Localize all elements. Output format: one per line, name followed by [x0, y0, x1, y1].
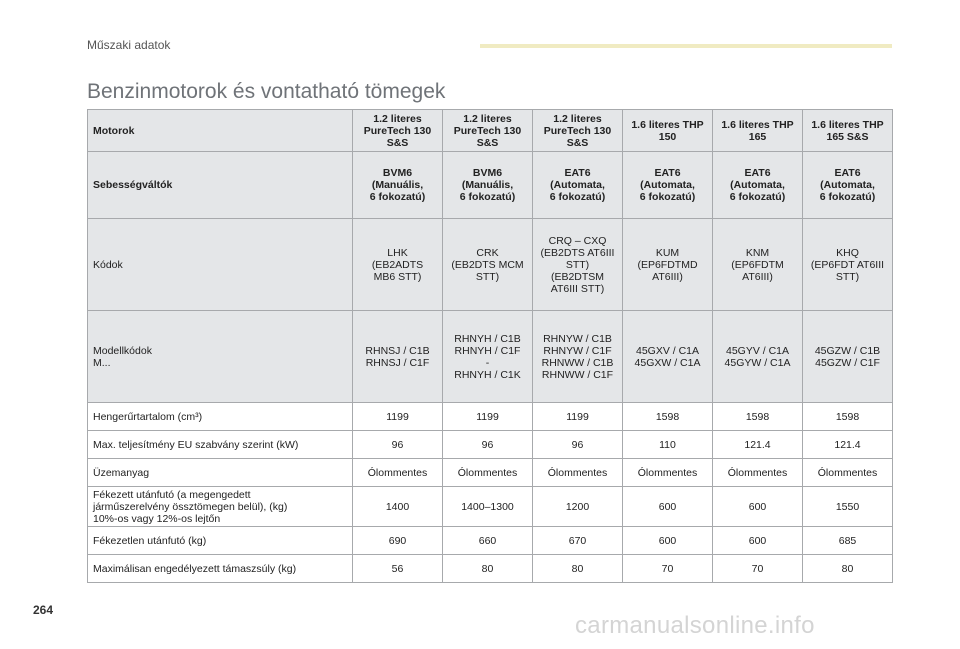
cell-line: (EB2DTS MCM	[451, 258, 524, 271]
cell-line: MB6 STT)	[373, 270, 422, 283]
cell-line: (EP6FDTM	[731, 258, 784, 271]
table-row	[88, 110, 893, 152]
cell-line: KUM	[655, 246, 680, 259]
cell-line: S&S	[476, 136, 499, 149]
table-cell	[443, 110, 533, 152]
cell-line: CRQ – CXQ	[548, 234, 607, 247]
row-label: Kódok	[88, 219, 353, 311]
cell-line: (Manuális,	[371, 179, 424, 191]
specs-table	[87, 109, 893, 583]
cell-line: (Automata,	[730, 179, 785, 191]
row-label: Motorok	[88, 110, 353, 152]
table-cell: 690	[353, 527, 443, 555]
watermark: carmanualsonline.info	[575, 612, 815, 639]
table-cell: 1400	[353, 487, 443, 527]
cell-line: 1.2 literes	[373, 112, 422, 125]
cell-line: AT6III)	[742, 270, 773, 283]
row-label-line: Fékezett utánfutó (a megengedett	[93, 488, 251, 501]
row-label: Sebességváltók	[88, 152, 353, 219]
table-cell	[623, 219, 713, 311]
table-row	[88, 219, 893, 311]
table-cell	[353, 311, 443, 403]
cell-line: 45GYW / C1A	[724, 356, 791, 369]
table-cell: 1199	[443, 403, 533, 431]
table-cell	[803, 110, 893, 152]
row-label	[88, 487, 353, 527]
table-cell: Ólommentes	[353, 459, 443, 487]
cell-line: PureTech 130	[543, 124, 612, 137]
table-cell: 1598	[803, 403, 893, 431]
cell-line: (EP6FDTMD	[637, 258, 698, 271]
table-row	[88, 311, 893, 403]
table-cell: 80	[803, 555, 893, 583]
table-cell: 70	[623, 555, 713, 583]
cell-line: (EP6FDT AT6III	[810, 258, 885, 271]
cell-line: (Automata,	[820, 179, 875, 191]
row-label: Üzemanyag	[88, 459, 353, 487]
cell-line: 1.6 literes THP	[721, 118, 794, 131]
table-cell: Ólommentes	[443, 459, 533, 487]
cell-line: 45GZW / C1B	[814, 344, 881, 357]
cell-line: 1.6 literes THP	[631, 118, 704, 131]
table-cell: Ólommentes	[803, 459, 893, 487]
table-cell	[443, 311, 533, 403]
row-label: Max. teljesítmény EU szabvány szerint (kW)	[88, 431, 353, 459]
table-cell	[443, 152, 533, 219]
cell-line: (Manuális,	[461, 179, 514, 191]
page-title: Benzinmotorok és vontatható tömegek	[87, 80, 446, 104]
cell-line: RHNYH / C1B	[454, 332, 521, 345]
table-cell: 1200	[533, 487, 623, 527]
table-cell	[353, 219, 443, 311]
row-label: Fékezetlen utánfutó (kg)	[88, 527, 353, 555]
table-row	[88, 555, 893, 583]
section-label: Műszaki adatok	[87, 38, 171, 52]
table-cell: 685	[803, 527, 893, 555]
cell-line: KHQ	[836, 246, 859, 259]
table-cell	[713, 311, 803, 403]
cell-line: BVM6	[382, 167, 413, 179]
table-cell: 600	[623, 527, 713, 555]
cell-line: 45GXW / C1A	[634, 356, 701, 369]
cell-line: RHNYW / C1B	[543, 332, 612, 345]
table-cell: 96	[353, 431, 443, 459]
cell-line: (EB2DTS AT6III	[540, 246, 615, 259]
row-label-line: Modellkódok	[93, 344, 152, 357]
row-label-line: 10%-os vagy 12%-os lejtőn	[93, 512, 221, 525]
cell-line: (Automata,	[640, 179, 695, 191]
cell-line: -	[485, 356, 490, 369]
cell-line: STT)	[475, 270, 500, 283]
table-cell: 96	[533, 431, 623, 459]
cell-line: S&S	[566, 136, 589, 149]
table-cell: 670	[533, 527, 623, 555]
cell-line: EAT6	[564, 167, 591, 179]
cell-line: 165	[748, 130, 767, 143]
cell-line: RHNYH / C1F	[454, 344, 521, 357]
cell-line: 6 fokozatú)	[819, 191, 876, 203]
page-number: 264	[33, 603, 54, 617]
cell-line: RHNSJ / C1B	[365, 344, 430, 357]
table-cell	[623, 110, 713, 152]
cell-line: RHNWW / C1B	[541, 356, 614, 369]
cell-line: 6 fokozatú)	[729, 191, 786, 203]
table-cell	[803, 219, 893, 311]
table-cell	[353, 152, 443, 219]
table-cell: 80	[533, 555, 623, 583]
row-label-line: járműszerelvény össztömegen belül), (kg)	[93, 500, 288, 513]
table-cell: 70	[713, 555, 803, 583]
table-cell: Ólommentes	[533, 459, 623, 487]
cell-line: 6 fokozatú)	[549, 191, 606, 203]
table-row	[88, 487, 893, 527]
cell-line: BVM6	[472, 167, 503, 179]
cell-line: EAT6	[654, 167, 681, 179]
table-row	[88, 459, 893, 487]
table-cell	[623, 311, 713, 403]
table-row	[88, 527, 893, 555]
cell-line: 150	[658, 130, 677, 143]
table-cell	[803, 152, 893, 219]
cell-line: CRK	[476, 246, 499, 259]
table-cell: 660	[443, 527, 533, 555]
cell-line: EAT6	[744, 167, 771, 179]
table-cell	[623, 152, 713, 219]
row-label: Hengerűrtartalom (cm³)	[88, 403, 353, 431]
cell-line: 45GXV / C1A	[635, 344, 700, 357]
table-cell	[353, 110, 443, 152]
table-cell	[713, 110, 803, 152]
cell-line: 45GYV / C1A	[725, 344, 790, 357]
table-cell: 1199	[353, 403, 443, 431]
cell-line: EAT6	[834, 167, 861, 179]
table-row	[88, 152, 893, 219]
cell-line: 1.2 literes	[553, 112, 602, 125]
table-cell	[533, 219, 623, 311]
table-cell: 56	[353, 555, 443, 583]
table-cell: 110	[623, 431, 713, 459]
cell-line: KNM	[745, 246, 770, 259]
cell-line: RHNYW / C1F	[543, 344, 612, 357]
cell-line: RHNWW / C1F	[541, 368, 614, 381]
cell-line: STT)	[835, 270, 860, 283]
cell-line: PureTech 130	[453, 124, 522, 137]
cell-line: 6 fokozatú)	[639, 191, 696, 203]
row-label: Maximálisan engedélyezett támaszsúly (kg)	[88, 555, 353, 583]
row-label-line: M...	[93, 356, 111, 369]
table-cell: 600	[713, 527, 803, 555]
table-cell: Ólommentes	[713, 459, 803, 487]
table-row	[88, 403, 893, 431]
cell-line: 1.2 literes	[463, 112, 512, 125]
cell-line: LHK	[387, 246, 408, 259]
table-cell: 1199	[533, 403, 623, 431]
table-cell: 600	[713, 487, 803, 527]
cell-line: RHNYH / C1K	[454, 368, 521, 381]
table-cell	[803, 311, 893, 403]
cell-line: STT)	[565, 258, 590, 271]
cell-line: 6 fokozatú)	[459, 191, 516, 203]
table-cell: 121.4	[803, 431, 893, 459]
cell-line: AT6III STT)	[550, 282, 605, 295]
table-cell	[533, 311, 623, 403]
table-cell: 1598	[713, 403, 803, 431]
cell-line: (Automata,	[550, 179, 605, 191]
table-cell	[713, 152, 803, 219]
cell-line: 6 fokozatú)	[369, 191, 426, 203]
table-cell: 96	[443, 431, 533, 459]
cell-line: (EB2DTSM	[550, 270, 605, 283]
cell-line: S&S	[386, 136, 409, 149]
table-row	[88, 431, 893, 459]
table-cell: 1598	[623, 403, 713, 431]
table-cell	[443, 219, 533, 311]
table-cell: 1550	[803, 487, 893, 527]
cell-line: 1.6 literes THP	[811, 118, 884, 131]
table-cell: 121.4	[713, 431, 803, 459]
header-rule	[480, 44, 892, 48]
cell-line: 165 S&S	[826, 130, 869, 143]
table-cell: 600	[623, 487, 713, 527]
table-cell	[533, 110, 623, 152]
table-cell	[713, 219, 803, 311]
cell-line: AT6III)	[652, 270, 683, 283]
cell-line: PureTech 130	[363, 124, 432, 137]
row-label	[88, 311, 353, 403]
table-cell: 1400–1300	[443, 487, 533, 527]
cell-line: 45GZW / C1F	[815, 356, 880, 369]
table-cell: Ólommentes	[623, 459, 713, 487]
table-cell	[533, 152, 623, 219]
cell-line: (EB2ADTS	[371, 258, 424, 271]
table-cell: 80	[443, 555, 533, 583]
cell-line: RHNSJ / C1F	[365, 356, 430, 369]
